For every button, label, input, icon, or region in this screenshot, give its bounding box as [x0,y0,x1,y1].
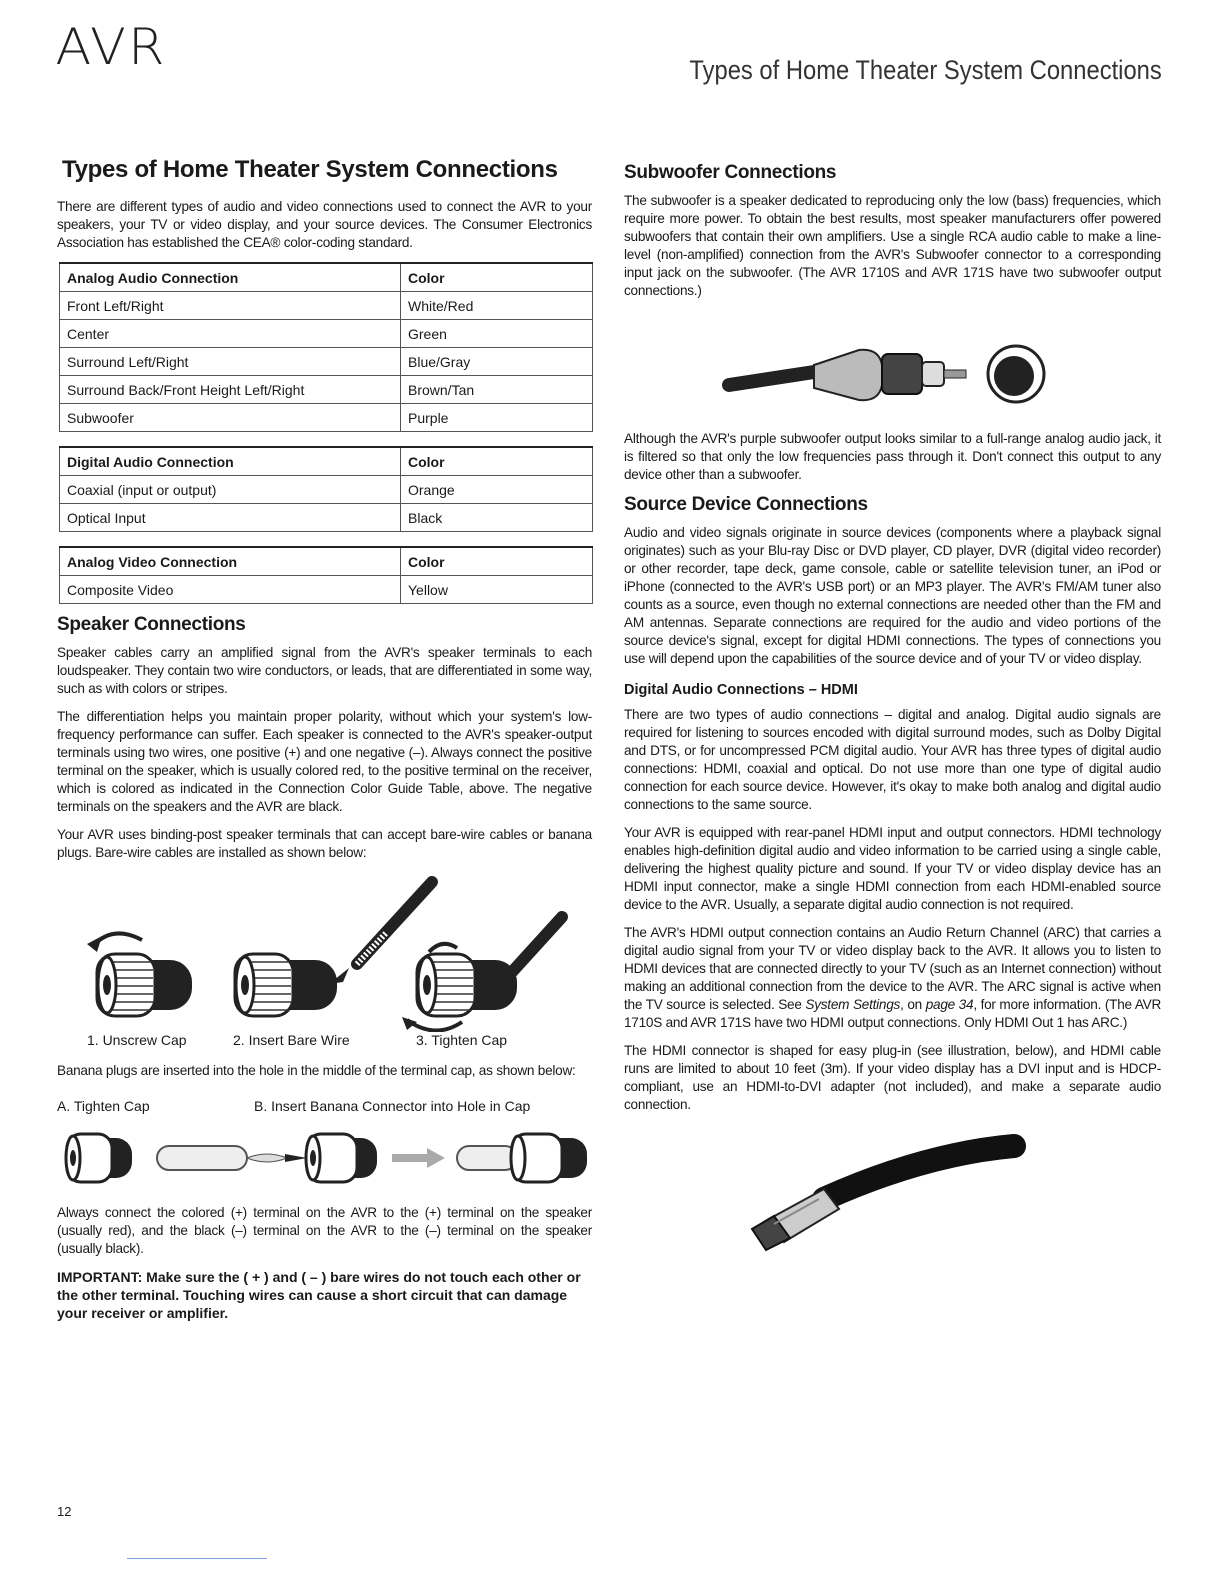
bare-wire-captions [57,1032,592,1048]
caption-insert-banana: B. Insert Banana Connector into Hole in Cap [254,1098,531,1114]
speaker-paragraph-1: Speaker cables carry an amplified signal from the AVR's speaker terminals to each loudspeaker. They contain two wire conductors, or leads, that are differentiated in some way, such as with colors or stripes. [57,645,592,696]
banana-post-image [306,1134,377,1182]
table-row [60,404,593,432]
important-warning: IMPORTANT: Make sure the ( + ) and ( – ) bare wires do not touch each other or the other terminal. Touching wires can cause a short circuit that can damage your receiver or amplifier. [57,1269,581,1321]
table-cell: Surround Back/Front Height Left/Right [60,376,401,404]
table-cell: Coaxial (input or output) [60,476,401,504]
table-cell: Green [401,320,593,348]
table-cell: White/Red [401,292,593,320]
table-cell: Composite Video [60,576,401,604]
table-header-cell: Analog Audio Connection [60,263,401,292]
table-cell: Front Left/Right [60,292,401,320]
table-header-cell: Color [401,263,593,292]
analog-video-table [59,546,593,604]
page-34-link[interactable]: page 34 [925,997,974,1012]
banana-paragraph: Banana plugs are inserted into the hole in the middle of the terminal cap, as shown below: [57,1063,576,1078]
table-cell: Orange [401,476,593,504]
subwoofer-heading: Subwoofer Connections [624,162,837,183]
page-heading: Types of Home Theater System Connections [62,156,558,183]
table-row [60,504,593,532]
table-cell: Optical Input [60,504,401,532]
hdmi-paragraph-3 [624,924,1161,1032]
caption-unscrew: 1. Unscrew Cap [87,1032,187,1048]
table-header-cell: Color [401,547,593,576]
caption-tighten: 3. Tighten Cap [416,1032,508,1048]
table-header-row [60,447,593,476]
table-header-row [60,547,593,576]
table-row [60,376,593,404]
intro-paragraph: There are different types of audio and video connections used to connect the AVR to your speakers, your TV or video display, and your source devices. The Consumer Electronics Association has established the CEA® color-coding standard. [57,199,592,250]
table-row [60,292,593,320]
table-header-cell: Color [401,447,593,476]
table-row [60,320,593,348]
subwoofer-paragraph-2: Although the AVR's purple subwoofer output looks similar to a full-range analog audio jack, it is filtered so that only the low frequencies pass through it. Don't connect this output to any device other than a subwoofer. [624,431,1161,482]
footer-divider [127,1558,267,1559]
binding-post-illustration [57,872,592,1032]
system-settings-link[interactable]: System Settings [805,997,901,1012]
table-cell: Center [60,320,401,348]
banana-inserted-image [457,1134,587,1182]
table-header-cell: Digital Audio Connection [60,447,401,476]
speaker-paragraph-3: Your AVR uses binding-post speaker terminals that can accept bare-wire cables or banana plugs. Bare-wire cables are installed as shown below: [57,827,592,860]
subwoofer-paragraph-1: The subwoofer is a speaker dedicated to reproducing only the low (bass) frequencies, which require more power. To obtain the best results, most speaker manufacturers offer powered subwoofers that contain their own amplifiers. Use a single RCA audio cable to make a line-level (non-amplified) connection from the AVR's Subwoofer connector to a corresponding input jack on the subwoofer. (The AVR 1710S and AVR 171S have two subwoofer output connections.) [624,193,1161,298]
banana-plug-image [157,1146,307,1170]
hdmi-paragraph-4: The HDMI connector is shaped for easy plug-in (see illustration, below), and HDMI cable runs are limited to about 10 feet (3m). If your video display has a DVI input and is HDCP-compliant, use an HDMI-to-DVI adapter (not included), and make a separate audio connection. [624,1043,1161,1112]
digital-audio-table [59,446,593,532]
source-device-paragraph: Audio and video signals originate in source devices (components where a playback signal originates) such as your Blu-ray Disc or DVD player, CD player, DVR (digital video recorder) or other recorder, tape deck, game console, cable or satellite television tuner, an iPod or iPhone (connected to the AVR's USB port) or an MP3 player. The AVR's FM/AM tuner also counts as a source, even though no external connections are needed other than the FM and AM antennas. Separate connections are required for the audio and video portions of the source device's signal, except for digital HDMI connections. The types of connections you use will depend upon the capabilities of the source device and of your TV or video display. [624,525,1161,666]
left-column [57,150,592,1322]
table-cell: Yellow [401,576,593,604]
table-cell: Blue/Gray [401,348,593,376]
polarity-paragraph: Always connect the colored (+) terminal on the AVR to the (+) terminal on the speaker (usually red), and the black (–) terminal on the AVR to the (–) terminal on the speaker (usually black). [57,1205,592,1256]
table-row [60,348,593,376]
running-header: Types of Home Theater System Connections [689,55,1162,85]
hdmi-paragraph-2: Your AVR is equipped with rear-panel HDMI input and output connectors. HDMI technology enables high-definition digital audio and video information to be carried using a single cable, delivering the highest quality picture and sound. If your TV or video display device has an HDMI input connector, make a single HDMI connection from each HDMI-enabled source device to the AVR. Usually, a separate digital audio connection is not required. [624,825,1161,912]
right-column [624,150,1161,1264]
source-device-heading: Source Device Connections [624,494,868,515]
table-row [60,576,593,604]
avr-logo: AVR [55,18,167,76]
text-span: , on [900,997,926,1012]
speaker-connections-heading: Speaker Connections [57,614,246,635]
hdmi-paragraph-1: There are two types of audio connections – digital and analog. Digital audio signals are required for listening to sources encoded with digital surround modes, such as Dolby Digital and DTS, or for uncompressed PCM digital audio. Your AVR has three types of digital audio connections: HDMI, coaxial and optical. Do not use more than one type of digital audio connection for each source device. However, it's okay to make both analog and digital audio connections to the same source. [624,707,1161,812]
rca-cable-illustration [624,310,1161,430]
text-span: , for more information. (The AVR 1710S and AVR 171S have two HDMI output connections. Only HDMI Out 1 has ARC.) [624,997,1162,1030]
arrow-right-icon [392,1148,445,1168]
table-cell: Black [401,504,593,532]
banana-captions [57,1098,592,1114]
table-cell: Surround Left/Right [60,348,401,376]
unscrew-cap-image [87,933,192,1016]
banana-plug-illustration [57,1126,592,1190]
table-cell: Brown/Tan [401,376,593,404]
hdmi-heading: Digital Audio Connections – HDMI [624,682,858,698]
insert-wire-image [235,882,432,1016]
table-cell: Subwoofer [60,404,401,432]
table-row [60,476,593,504]
text-span: The AVR's HDMI output connection contains an Audio Return Channel (ARC) that carries a digital audio signal from your TV or video display back to the AVR. It allows you to listen to HDMI devices that are connected directly to your TV (such as an Internet connection) without making an additional connection from the device to the AVR. The ARC signal is active when the TV source is selected. See [624,925,1161,1012]
caption-tighten-cap: A. Tighten Cap [57,1098,150,1114]
caption-insert: 2. Insert Bare Wire [233,1032,350,1048]
table-header-cell: Analog Video Connection [60,547,401,576]
table-header-row [60,263,593,292]
hdmi-cable-illustration [624,1124,1161,1264]
tighten-cap-image [402,917,562,1031]
banana-tighten-image [66,1134,132,1182]
speaker-paragraph-2: The differentiation helps you maintain proper polarity, without which your system's low-frequency performance can suffer. Each speaker is connected to the AVR's speaker-output terminals using two wires, one positive (+) and one negative (–). Always connect the positive terminal on the speaker, which is usually colored red, to the positive terminal on the receiver, which is colored as indicated in the Connection Color Guide Table, above. The negative terminals on the speakers and the AVR are black. [57,709,592,814]
table-cell: Purple [401,404,593,432]
analog-audio-table [59,262,593,432]
page-number: 12 [57,1504,72,1519]
